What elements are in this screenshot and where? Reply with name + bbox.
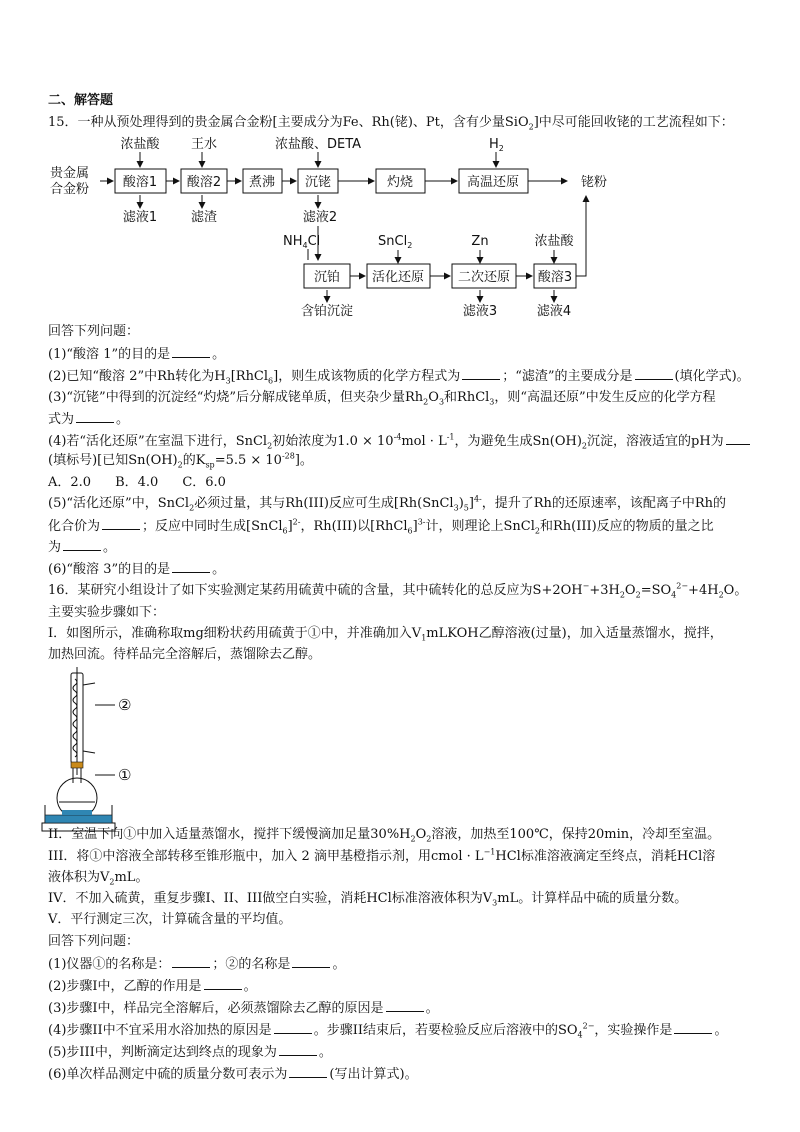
q16-step1-line2: 加热回流。待样品完全溶解后，蒸馏除去乙醇。 xyxy=(48,647,322,662)
q16-step1-line1: I．如图所示，准确称取mg细粉状药用硫黄于①中，并准确加入$V_1mLKOH$乙醇溶液(过量)，加入适量蒸馏水，搅拌， xyxy=(48,626,723,643)
box-acid3: 酸溶3 xyxy=(537,270,573,285)
q15-q6: (6)“酸溶 3”的目的是 。 xyxy=(48,562,226,577)
q16-step2: II．室温下向①中加入适量蒸馏水，搅拌下缓慢滴加足量$30\%H_2O_2$溶液，加热至100℃，保持20min，冷却至室温。 xyxy=(48,827,721,844)
reagent-hcl-deta: 浓盐酸、DETA xyxy=(274,137,362,152)
label-1: ① xyxy=(118,766,132,784)
q15-flowchart xyxy=(40,130,660,325)
output-filtrate3: 滤液3 xyxy=(462,304,498,319)
q16-steps-intro: 主要实验步骤如下： xyxy=(48,605,166,620)
q16-answer-intro: 回答下列问题： xyxy=(48,934,140,949)
box-acid1: 酸溶1 xyxy=(122,175,158,190)
box-second-reduce: 二次还原 xyxy=(457,270,511,285)
q16-step4: IV．不加入硫黄，重复步骤I、II、III做空白实验，消耗HCl标准溶液体积为$V_3mL$。计算样品中硫的质量分数。 xyxy=(48,891,688,908)
output-filtrate1: 滤液1 xyxy=(122,210,158,225)
box-pt-precip: 沉铂 xyxy=(313,270,341,285)
q15-answer-intro: 回答下列问题： xyxy=(48,324,140,339)
reagent-zn: Zn xyxy=(471,234,489,249)
q15-q3-line1: (3)“沉铑”中得到的沉淀经“灼烧”后分解成铑单质，但夹杂少量$Rh_2O_3$和RhCl$_3$，则“高温还原”中发生反应的化学方程 xyxy=(48,390,716,407)
q16-q4: (4)步骤II中不宜采用水浴加热的原因是 。步骤II结束后，若要检验反应后溶液中的$SO_4^{2-}$，实验操作是 。 xyxy=(48,1021,728,1040)
option-a: A．2.0 xyxy=(48,475,92,490)
q16-q6: (6)单次样品测定中硫的质量分数可表示为 (写出计算式)。 xyxy=(48,1067,418,1082)
box-high-temp-reduce: 高温还原 xyxy=(466,175,520,190)
reagent-sncl2: SnCl$_2$ xyxy=(378,234,413,250)
box-boil: 煮沸 xyxy=(248,175,276,190)
output-filtrate4: 滤液4 xyxy=(536,304,572,319)
q15-q4-options xyxy=(48,474,226,492)
box-acid2: 酸溶2 xyxy=(186,175,222,190)
flow-start-1: 贵金属 xyxy=(50,166,90,181)
q15-q5-line3: 为 。 xyxy=(48,540,117,555)
q15-q4-line2: (填标号)[已知$Sn(OH)_2$的$K_{sp}=5.5 \times 10^{-28}$]。 xyxy=(48,451,313,470)
q16-q5: (5)步III中，判断滴定达到终点的现象为 。 xyxy=(48,1045,332,1060)
reflux-apparatus-figure xyxy=(40,665,170,835)
q16-q1: (1)仪器①的名称是： ；②的名称是 。 xyxy=(48,957,346,972)
q16-q3: (3)步骤I中，样品完全溶解后，必须蒸馏除去乙醇的原因是 。 xyxy=(48,1001,439,1016)
label-2: ② xyxy=(118,696,132,714)
box-burn: 灼烧 xyxy=(386,175,414,190)
q15-q2: (2)已知“酸溶 2”中Rh转化为$H_3[RhCl_6]$，则生成该物质的化学方程式为 ；“滤渣”的主要成分是 (填化学式)。 xyxy=(48,369,750,386)
reagent-h2: $H_2$ xyxy=(489,137,504,153)
q15-q5-line2: 化合价为 ；反应中同时生成[SnCl$_6$]$^{2-}$，Rh(III)以[RhCl$_6$]$^{3-}$计，则理论上SnCl$_2$和Rh(III)反应的物质的量之比 xyxy=(48,517,714,536)
q16-stem: 16．某研究小组设计了如下实验测定某药用硫黄中硫的含量，其中硫转化的总反应为$S+2OH^-+3H_2O_2=SO_4^{2-}+4H_2O$。 xyxy=(48,581,748,600)
q16-step3-line2: 液体积为$V_2mL$。 xyxy=(48,870,149,887)
box-activate-reduce: 活化还原 xyxy=(371,270,425,285)
q16-q2: (2)步骤I中，乙醇的作用是 。 xyxy=(48,979,257,994)
option-b: B．4.0 xyxy=(115,475,159,490)
q15-q5-line1: (5)“活化还原”中，SnCl$_2$必须过量，其与Rh(III)反应可生成$[Rh(SnCl_3)_5]^{4-}$，提升了Rh的还原速率，该配离子中Rh的 xyxy=(48,494,727,513)
output-residue: 滤渣 xyxy=(190,210,218,225)
q15-stem: 15．一种从预处理得到的贵金属合金粉[主要成分为Fe、Rh(铑)、Pt，含有少量SiO$_2$]中尽可能回收铑的工艺流程如下： xyxy=(48,115,734,132)
q15-q3-line2: 式为 。 xyxy=(48,412,130,427)
output-filtrate2: 滤液2 xyxy=(302,210,338,225)
option-c: C．6.0 xyxy=(182,475,226,490)
q15-q1: (1)“酸溶 1”的目的是 。 xyxy=(48,347,226,362)
output-pt-precipitate: 含铂沉淀 xyxy=(300,304,354,319)
reagent-nh4cl: $NH_4Cl$ xyxy=(283,234,321,250)
reagent-aqua-regia: 王水 xyxy=(190,137,218,152)
flow-product: 铑粉 xyxy=(580,175,608,190)
q16-step3-line1: III．将①中溶液全部转移至锥形瓶中，加入 2 滴甲基橙指示剂，用cmol · $L^{-1}HCl$标准溶液滴定至终点，消耗HCl溶 xyxy=(48,847,716,864)
flow-start-2: 合金粉 xyxy=(50,182,90,197)
box-rh-precip: 沉铑 xyxy=(304,175,332,190)
q16-step5: V．平行测定三次，计算硫含量的平均值。 xyxy=(48,912,292,927)
section-title: 二、解答题 xyxy=(48,93,114,108)
reagent-hcl-1: 浓盐酸 xyxy=(120,137,160,152)
q15-q4-line1: (4)若“活化还原”在室温下进行，SnCl$_2$初始浓度为$1.0 \times 10^{-4}mol \cdot L^{-1}$，为避免生成$Sn(OH)_2$沉淀，溶液适宜的pH为 xyxy=(48,432,752,451)
reagent-hcl-2: 浓盐酸 xyxy=(534,234,574,249)
